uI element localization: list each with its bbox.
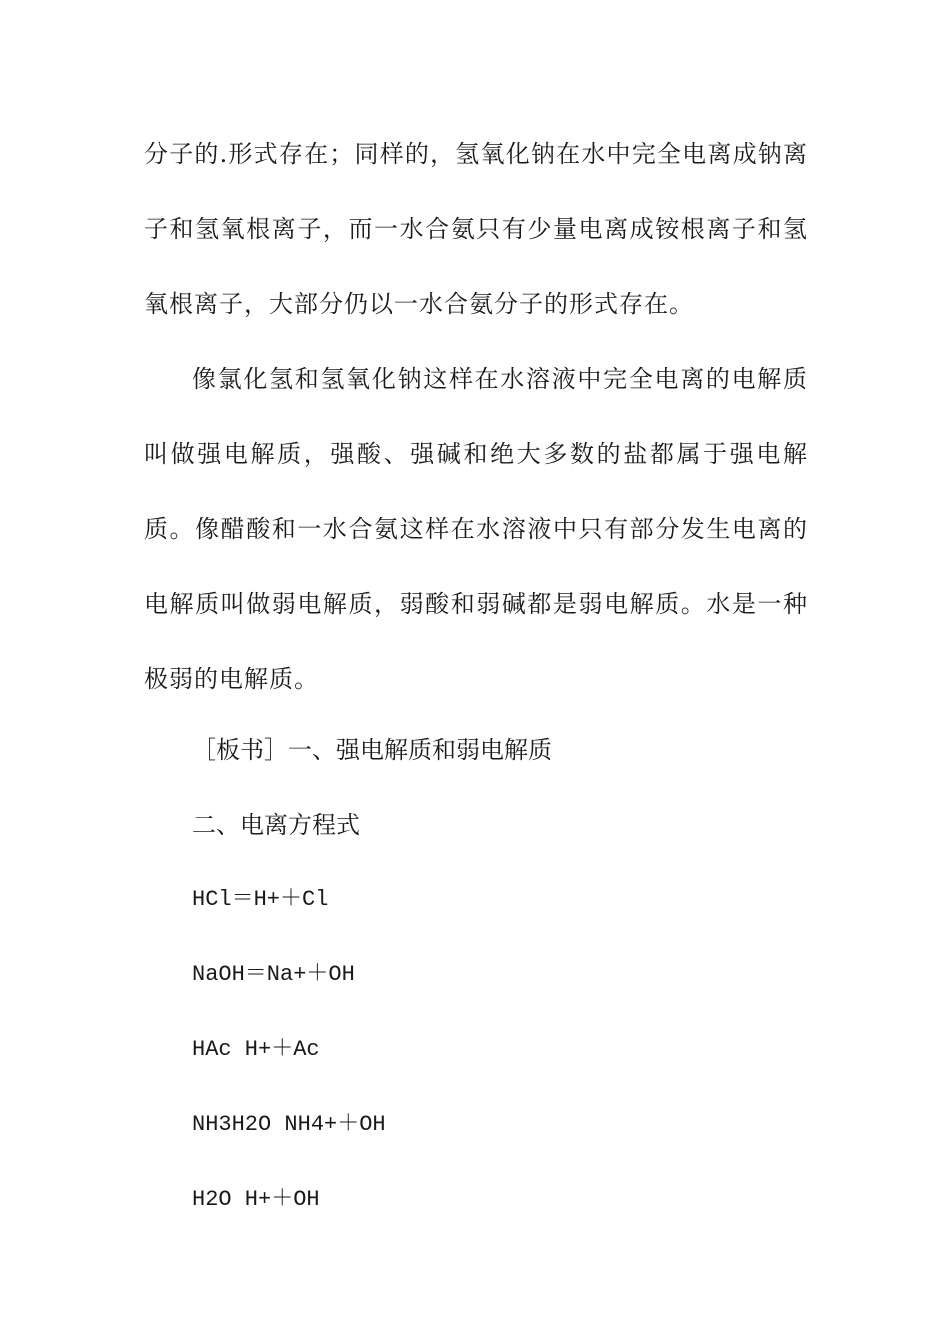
equation-naoh: NaOH＝Na+＋OH	[192, 962, 355, 987]
board-heading: ［板书］一、强电解质和弱电解质	[192, 736, 552, 764]
paragraph-continuation: 分子的.形式存在；同样的，氢氧化钠在水中完全电离成钠离子和氢氧根离子，而一水合氨只有少量电离成铵根离子和氢氧根离子，大部分仍以一水合氨分子的形式存在。	[144, 140, 808, 318]
paragraph-strong-weak-electrolytes: 像氯化氢和氢氧化钠这样在水溶液中完全电离的电解质叫做强电解质，强酸、强碱和绝大多数的盐都属于强电解质。像醋酸和一水合氨这样在水溶液中只有部分发生电离的电解质叫做弱电解质，弱酸和弱碱都是弱电解质。水是一种极弱的电解质。	[144, 365, 808, 693]
equation-hac: HAc H+＋Ac	[192, 1037, 320, 1062]
equation-nh3h2o: NH3H2O NH4+＋OH	[192, 1112, 386, 1137]
equation-hcl: HCl＝H+＋Cl	[192, 887, 329, 912]
section-heading-ionization-equations: 二、电离方程式	[192, 811, 360, 839]
equation-h2o: H2O H+＋OH	[192, 1187, 320, 1212]
